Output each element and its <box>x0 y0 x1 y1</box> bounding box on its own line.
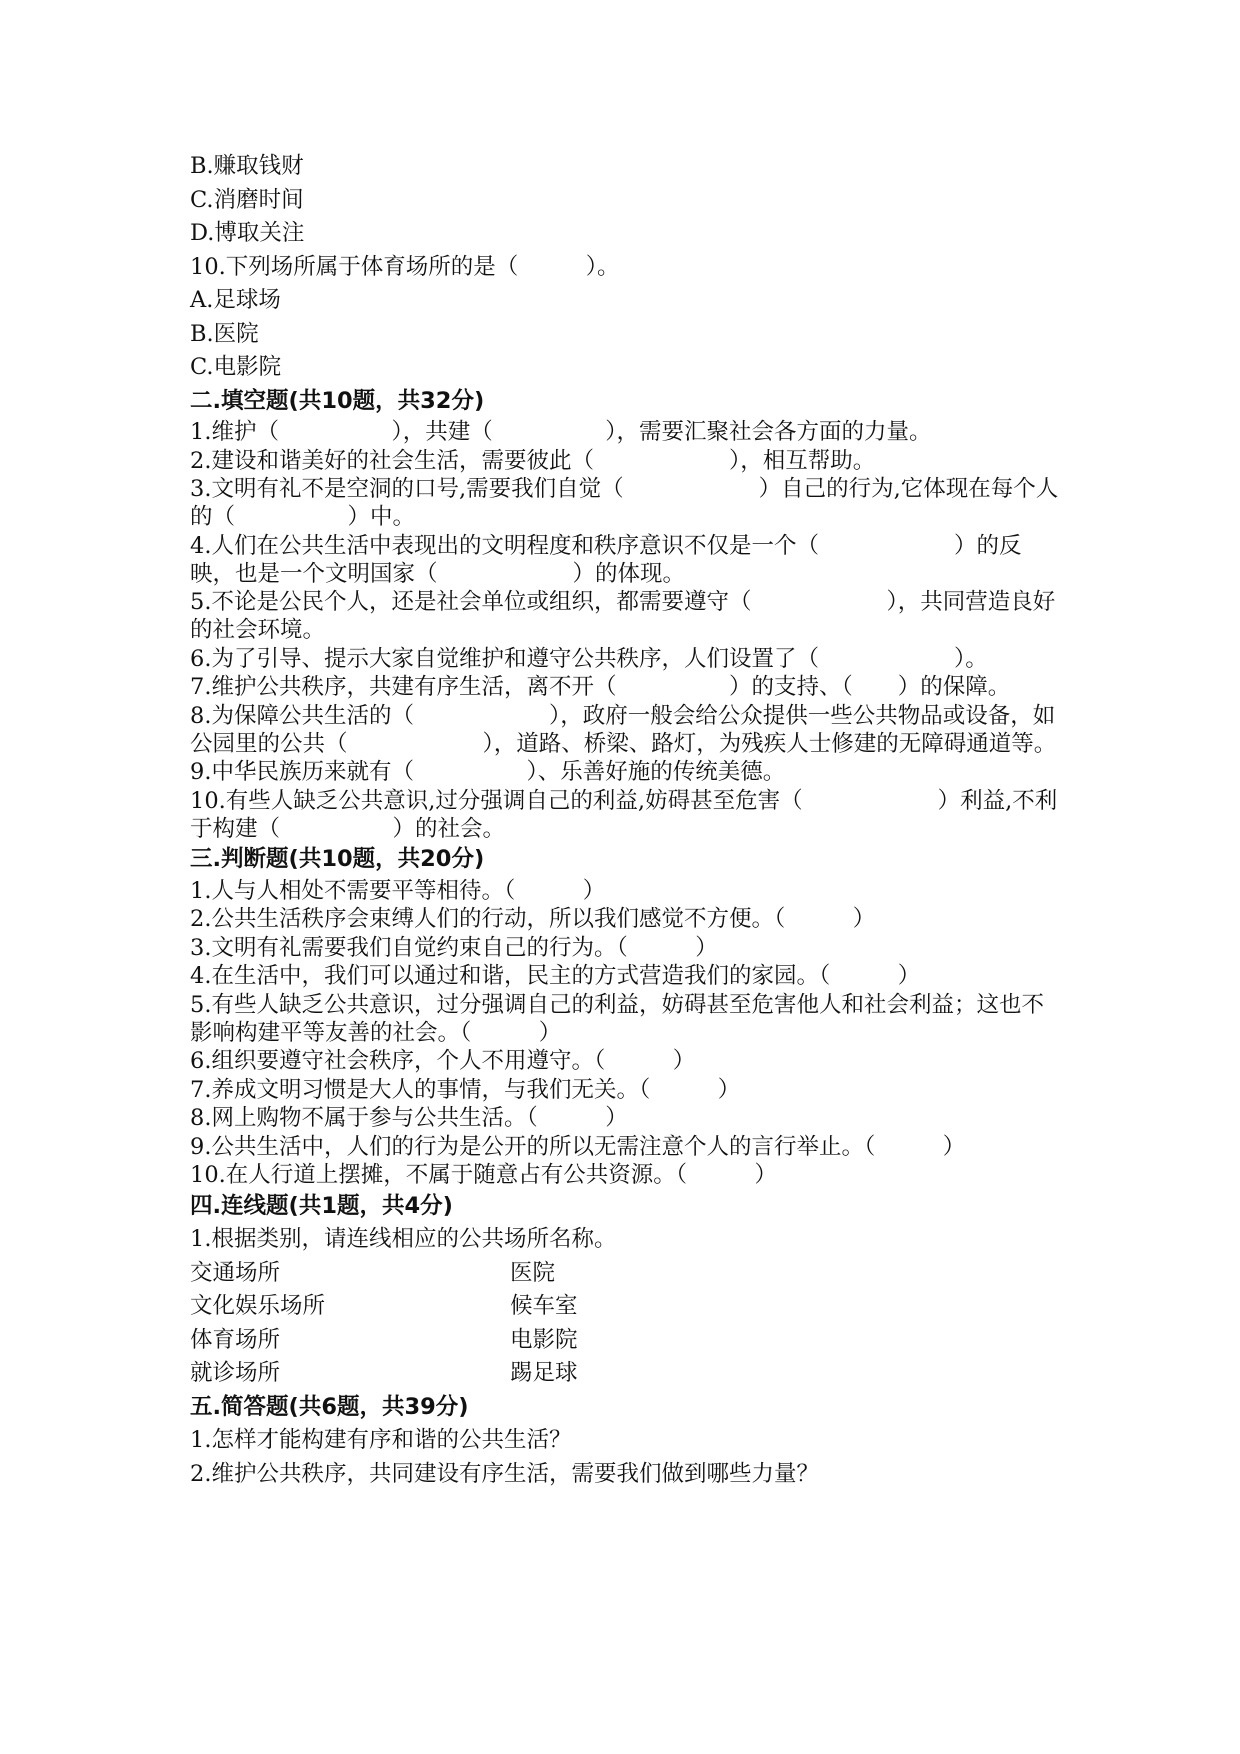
question-item: 6.为了引导、提示大家自觉维护和遵守公共秩序，人们设置了（ ）。 <box>190 645 988 672</box>
section-heading: 二.填空题(共10题，共32分) <box>190 387 485 414</box>
question-item: 10.有些人缺乏公共意识,过分强调自己的利益,妨碍甚至危害（ ）利益,不利于构建（ ）的社会。 <box>190 787 1058 842</box>
question-item: 8.为保障公共生活的（ ），政府一般会给公众提供一些公共物品或设备，如公园里的公共（ ），道路、桥梁、路灯，为残疾人士修建的无障碍通道等。 <box>190 702 1057 757</box>
option-text: C.消磨时间 <box>190 186 304 213</box>
option-text: A.足球场 <box>190 287 281 313</box>
question-stem: 1.根据类别，请连线相应的公共场所名称。 <box>190 1226 617 1252</box>
question-item: 3.文明有礼不是空洞的口号,需要我们自觉（ ）自己的行为,它体现在每个人的（ ）中。 <box>190 476 1059 530</box>
question-item: 7.维护公共秩序，共建有序生活，离不开（ ）的支持、（ ）的保障。 <box>190 674 1011 700</box>
section-heading: 五.简答题(共6题，共39分) <box>190 1393 469 1420</box>
matching-row <box>190 1324 1060 1358</box>
mc-q9-options <box>190 150 1060 251</box>
matching-left-item: 体育场所 <box>190 1326 281 1353</box>
question-item: 5.有些人缺乏公共意识，过分强调自己的利益，妨碍甚至危害他人和社会利益；这也不影响构建平等友善的社会。（ ） <box>190 991 1044 1046</box>
matching-row <box>190 1357 1060 1391</box>
fill-in-list <box>190 418 1060 843</box>
matching-row <box>190 1290 1060 1324</box>
question-item: 9.公共生活中，人们的行为是公开的所以无需注意个人的言行举止。（ ） <box>190 1133 966 1160</box>
question-item: 8.网上购物不属于参与公共生活。（ ） <box>190 1105 628 1131</box>
true-false-list <box>190 877 1060 1190</box>
question-item: 10.在人行道上摆摊，不属于随意占有公共资源。（ ） <box>190 1162 778 1188</box>
question-item: 2.公共生活秩序会束缚人们的行动，所以我们感觉不方便。（ ） <box>190 906 876 932</box>
option-text: D.博取关注 <box>190 220 305 246</box>
mc-q10-options <box>190 284 1060 385</box>
matching-right-item: 候车室 <box>510 1293 578 1319</box>
question-item: 4.人们在公共生活中表现出的文明程度和秩序意识不仅是一个（ ）的反映，也是一个文明国家（ ）的体现。 <box>190 532 1022 587</box>
question-item: 5.不论是公民个人，还是社会单位或组织，都需要遵守（ ），共同营造良好的社会环境。 <box>190 589 1056 643</box>
question-item: 4.在生活中，我们可以通过和谐，民主的方式营造我们的家园。（ ） <box>190 963 921 989</box>
section-heading: 三.判断题(共10题，共20分) <box>190 846 485 872</box>
question-item: 1.人与人相处不需要平等相待。（ ） <box>190 877 606 904</box>
option-text: C.电影院 <box>190 354 282 380</box>
page-content <box>190 150 1060 1491</box>
section-heading: 四.连线题(共1题，共4分) <box>190 1192 453 1219</box>
question-item: 7.养成文明习惯是大人的事情，与我们无关。（ ） <box>190 1076 741 1103</box>
matching-left-item: 文化娱乐场所 <box>190 1293 326 1319</box>
matching-left-item: 交通场所 <box>190 1259 281 1286</box>
question-item: 2.维护公共秩序，共同建设有序生活，需要我们做到哪些力量？ <box>190 1460 819 1487</box>
option-text: B.医院 <box>190 320 259 347</box>
matching-table <box>190 1257 1060 1391</box>
question-item: 9.中华民族历来就有（ ）、乐善好施的传统美德。 <box>190 759 786 785</box>
question-item: 3.文明有礼需要我们自觉约束自己的行为。（ ） <box>190 934 718 961</box>
short-answer-list <box>190 1424 1060 1491</box>
question-item: 1.怎样才能构建有序和谐的公共生活？ <box>190 1427 572 1453</box>
matching-right-item: 踢足球 <box>510 1360 578 1386</box>
question-item: 1.维护（ ），共建（ ），需要汇聚社会各方面的力量。 <box>190 419 932 445</box>
question-stem: 10.下列场所属于体育场所的是（ ）。 <box>190 253 620 280</box>
question-item: 2.建设和谐美好的社会生活，需要彼此（ ），相互帮助。 <box>190 447 876 474</box>
matching-row <box>190 1257 1060 1291</box>
matching-right-item: 医院 <box>510 1259 556 1286</box>
option-text: B.赚取钱财 <box>190 153 304 179</box>
matching-left-item: 就诊场所 <box>190 1360 281 1386</box>
matching-right-item: 电影院 <box>510 1326 578 1353</box>
question-item: 6.组织要遵守社会秩序，个人不用遵守。（ ） <box>190 1048 696 1074</box>
